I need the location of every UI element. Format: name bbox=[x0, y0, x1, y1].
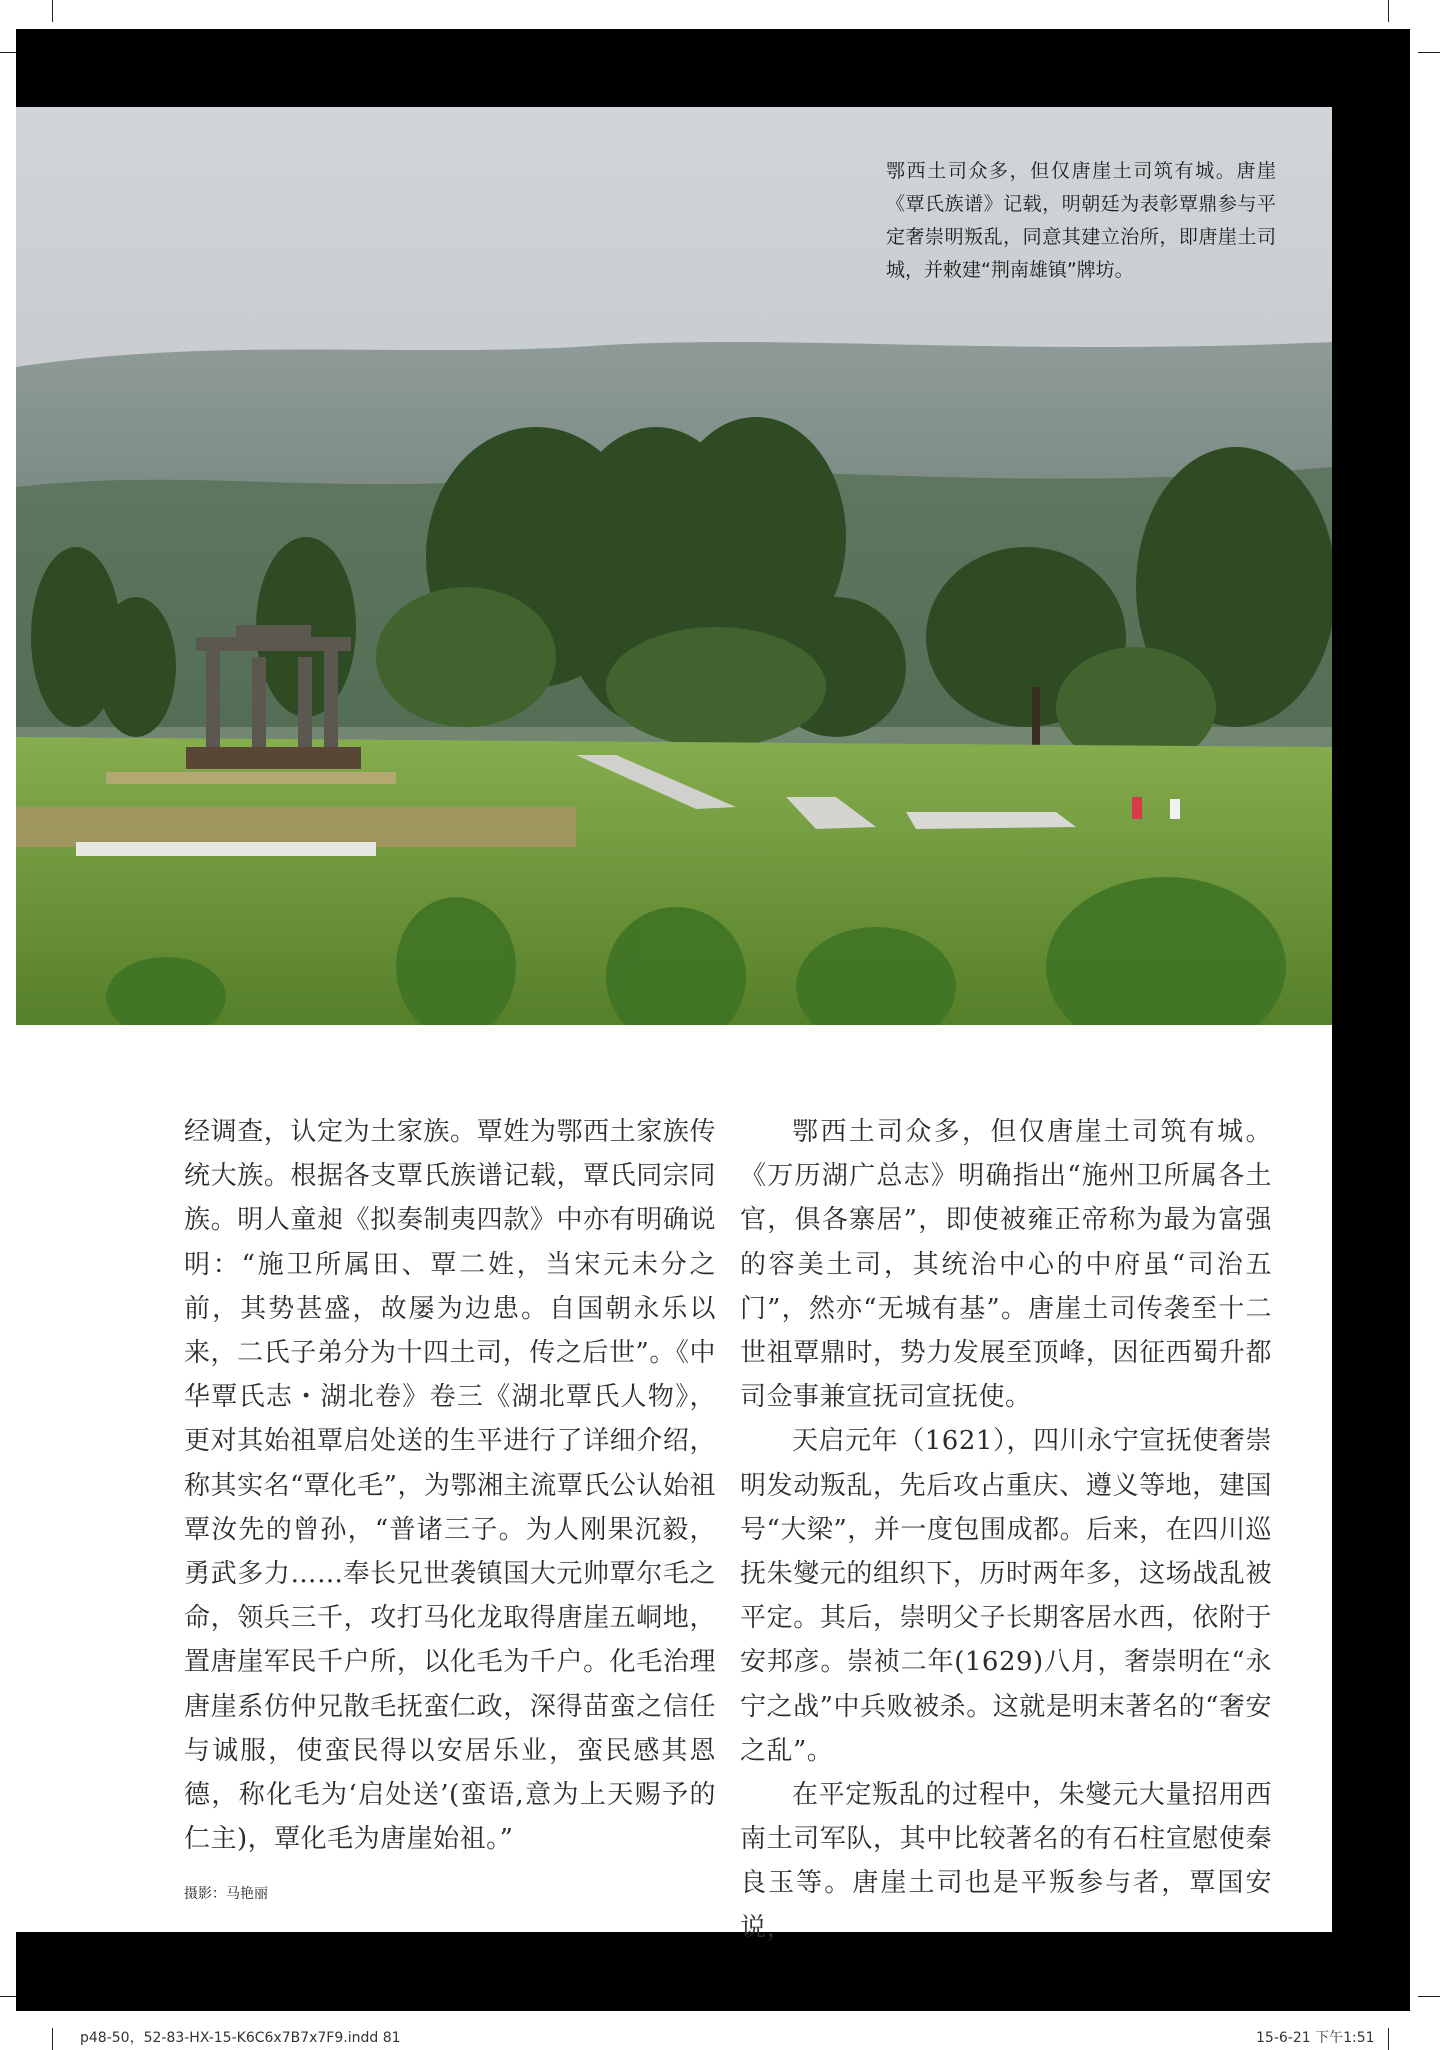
crop-mark bbox=[52, 0, 53, 22]
crop-mark bbox=[1418, 1996, 1440, 1997]
photo-caption: 鄂西土司众多，但仅唐崖土司筑有城。唐崖《覃氏族谱》记载，明朝廷为表彰覃鼎参与平定奢崇明叛乱，同意其建立治所，即唐崖土司城，并敕建“荆南雄镇”牌坊。 bbox=[886, 160, 1276, 281]
photo-credit: 摄影：马艳丽 bbox=[184, 1886, 268, 1902]
print-slug-timestamp: 15-6-21 下午1:51 bbox=[1256, 2030, 1375, 2046]
crop-mark bbox=[1418, 52, 1440, 53]
black-bleed-top bbox=[16, 29, 1410, 107]
paragraph: 天启元年（1621），四川永宁宣抚使奢崇明发动叛乱，先后攻占重庆、遵义等地，建国号“大梁”，并一度包围成都。后来，在四川巡抚朱燮元的组织下，历时两年多，这场战乱被平定。其后，崇明父子长期客居水西，依附于安邦彦。崇祯二年(1629)八月，奢崇明在“永宁之战”中兵败被杀。这就是明末著名的“奢安之乱”。 bbox=[740, 1426, 1272, 1766]
print-slug-filename: p48-50，52-83-HX-15-K6C6x7B7x7F9.indd 81 bbox=[80, 2030, 401, 2046]
article-column-left bbox=[184, 1110, 716, 1861]
crop-mark bbox=[1388, 0, 1389, 22]
article-column-right bbox=[740, 1110, 1272, 1950]
paragraph: 在平定叛乱的过程中，朱燮元大量招用西南土司军队，其中比较著名的有石柱宣慰使秦良玉等。唐崖土司也是平叛参与者，覃国安说， bbox=[740, 1780, 1272, 1943]
paragraph: 鄂西土司众多，但仅唐崖土司筑有城。《万历湖广总志》明确指出“施州卫所属各土官，俱各寨居”，即使被雍正帝称为最为富强的容美土司，其统治中心的中府虽“司治五门”，然亦“无城有基”。唐崖土司传袭至十二世祖覃鼎时，势力发展至顶峰，因征西蜀升都司佥事兼宣抚司宣抚使。 bbox=[740, 1117, 1272, 1413]
paragraph: 经调查，认定为土家族。覃姓为鄂西土家族传统大族。根据各支覃氏族谱记载，覃氏同宗同族。明人童昶《拟奏制夷四款》中亦有明确说明：“施卫所属田、覃二姓，当宋元未分之前，其势甚盛，故屡为边患。自国朝永乐以来，二氏子弟分为十四土司，传之后世”。《中华覃氏志・湖北卷》卷三《湖北覃氏人物》，更对其始祖覃启处送的生平进行了详细介绍，称其实名“覃化毛”，为鄂湘主流覃氏公认始祖覃汝先的曾孙，“普诸三子。为人刚果沉毅，勇武多力……奉长兄世袭镇国大元帅覃尔毛之命，领兵三千，攻打马化龙取得唐崖五峒地，置唐崖军民千户所，以化毛为千户。化毛治理唐崖系仿仲兄散毛抚蛮仁政，深得苗蛮之信任与诚服，使蛮民得以安居乐业，蛮民感其恩德，称化毛为‘启处送’(蛮语,意为上天赐予的仁主)，覃化毛为唐崖始祖。” bbox=[184, 1117, 716, 1855]
black-bleed-right bbox=[1332, 29, 1410, 2011]
crop-mark bbox=[1388, 2028, 1389, 2050]
crop-mark bbox=[52, 2028, 53, 2050]
